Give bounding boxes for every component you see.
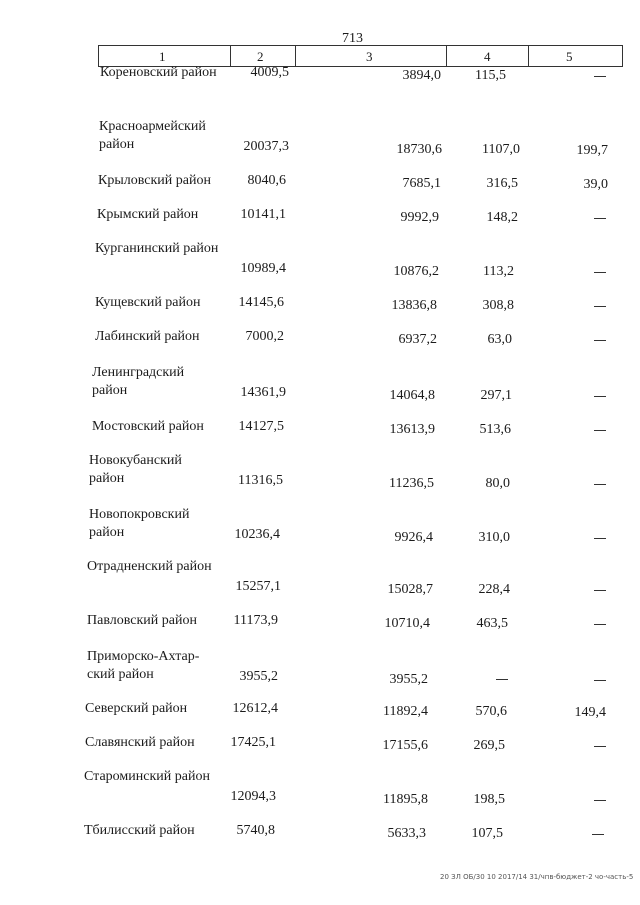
col-4-value: 297,1 (480, 388, 512, 403)
col-4-value: 113,2 (483, 264, 514, 279)
col-5-value: 39,0 (583, 177, 608, 192)
district-name: Ленинградский район (92, 365, 185, 398)
col-2-total: 3955,2 (239, 669, 278, 684)
col-2-total: 15257,1 (235, 579, 281, 594)
col-3-value: 15028,7 (387, 582, 433, 597)
col-2-total: 10141,1 (240, 207, 286, 222)
col-4-value: 198,5 (473, 792, 505, 807)
district-name: Мостовский район (92, 419, 204, 434)
col-5-value (594, 476, 606, 494)
col-2-total: 7000,2 (245, 329, 284, 344)
col-5-value (594, 332, 606, 350)
footer-stamp: 20 ЗЛ ОБ/30 10 2017/14 31/чпв-бюджет-2 чо-часть-5 (440, 873, 634, 881)
col-3-value: 3894,0 (402, 68, 441, 83)
col-2-total: 17425,1 (230, 735, 276, 750)
dash-mark (594, 76, 606, 77)
col-4-value: 1107,0 (482, 142, 520, 157)
dash-mark (594, 430, 606, 431)
col-3-value: 10710,4 (384, 616, 430, 631)
district-name: Павловский район (87, 613, 197, 628)
col-5-value (594, 616, 606, 634)
col-5-value (594, 672, 606, 690)
col-4-value: 570,6 (475, 704, 507, 719)
col-2-total: 11316,5 (238, 473, 283, 488)
dash-mark (496, 679, 508, 680)
header-divider (230, 45, 231, 67)
district-name: Крыловский район (98, 173, 211, 188)
dash-mark (594, 538, 606, 539)
district-name: Староминский район (84, 769, 210, 784)
col-3-value: 5633,3 (387, 826, 426, 841)
col-5-value (594, 68, 606, 86)
col-4-value: 107,5 (471, 826, 503, 841)
col-3-value: 9992,9 (400, 210, 439, 225)
col-4-value: 80,0 (485, 476, 510, 491)
header-col-2: 2 (257, 49, 264, 64)
col-5-value (594, 792, 606, 810)
district-name: Лабинский район (95, 329, 200, 344)
col-5-value (594, 530, 606, 548)
district-name: Крымский район (97, 207, 199, 222)
district-name: Новокубанский район (89, 453, 182, 486)
header-divider (528, 45, 529, 67)
col-2-total: 4009,5 (250, 65, 289, 80)
col-3-value: 3955,2 (389, 672, 428, 687)
header-col-3: 3 (366, 49, 373, 64)
col-4-value: 463,5 (476, 616, 508, 631)
col-4-value: 269,5 (473, 738, 505, 753)
col-5-value (594, 264, 606, 282)
dash-mark (594, 306, 606, 307)
col-4-value (496, 671, 508, 689)
col-2-total: 20037,3 (243, 139, 289, 154)
dash-mark (594, 218, 606, 219)
district-name: Отрадненский район (87, 559, 212, 574)
dash-mark (594, 272, 606, 273)
district-name: Северский район (85, 701, 188, 716)
dash-mark (594, 590, 606, 591)
col-3-value: 14064,8 (389, 388, 435, 403)
col-3-value: 17155,6 (382, 738, 428, 753)
col-3-value: 7685,1 (402, 176, 441, 191)
header-col-5: 5 (566, 49, 573, 64)
col-3-value: 13613,9 (389, 422, 435, 437)
col-4-value: 63,0 (487, 332, 512, 347)
col-5-value (592, 826, 604, 844)
page-number: 713 (342, 31, 363, 46)
dash-mark (592, 834, 604, 835)
col-2-total: 10236,4 (234, 527, 280, 542)
header-col-4: 4 (484, 49, 491, 64)
district-name: Кореновский район (100, 65, 217, 80)
col-2-total: 14145,6 (238, 295, 284, 310)
header-col-1: 1 (159, 49, 166, 64)
col-4-value: 513,6 (479, 422, 511, 437)
district-name: Кущевский район (95, 295, 201, 310)
dash-mark (594, 484, 606, 485)
header-divider (446, 45, 447, 67)
col-4-value: 228,4 (478, 582, 510, 597)
col-5-value: 199,7 (576, 143, 608, 158)
col-3-value: 13836,8 (391, 298, 437, 313)
col-3-value: 11895,8 (383, 792, 428, 807)
col-2-total: 12612,4 (232, 701, 278, 716)
district-name: Красноармейский район (99, 119, 206, 152)
col-3-value: 18730,6 (396, 142, 442, 157)
district-name: Курганинский район (95, 241, 219, 256)
col-3-value: 11236,5 (389, 476, 434, 491)
col-5-value (594, 422, 606, 440)
col-4-value: 310,0 (478, 530, 510, 545)
col-2-total: 14127,5 (238, 419, 284, 434)
col-2-total: 8040,6 (247, 173, 286, 188)
col-5-value (594, 738, 606, 756)
header-divider (295, 45, 296, 67)
col-4-value: 308,8 (482, 298, 514, 313)
col-2-total: 10989,4 (240, 261, 286, 276)
col-2-total: 12094,3 (230, 789, 276, 804)
col-2-total: 5740,8 (236, 823, 275, 838)
col-5-value (594, 210, 606, 228)
col-3-value: 10876,2 (393, 264, 439, 279)
col-5-value: 149,4 (574, 705, 606, 720)
district-name: Тбилисский район (84, 823, 195, 838)
dash-mark (594, 396, 606, 397)
col-3-value: 11892,4 (383, 704, 428, 719)
col-4-value: 115,5 (475, 68, 506, 83)
col-3-value: 6937,2 (398, 332, 437, 347)
col-5-value (594, 582, 606, 600)
col-4-value: 316,5 (486, 176, 518, 191)
col-2-total: 11173,9 (233, 613, 278, 628)
col-5-value (594, 298, 606, 316)
district-name: Славянский район (85, 735, 195, 750)
dash-mark (594, 746, 606, 747)
col-4-value: 148,2 (486, 210, 518, 225)
dash-mark (594, 624, 606, 625)
col-2-total: 14361,9 (240, 385, 286, 400)
col-3-value: 9926,4 (394, 530, 433, 545)
dash-mark (594, 340, 606, 341)
dash-mark (594, 800, 606, 801)
district-name: Приморско-Ахтар-ский район (87, 649, 200, 682)
dash-mark (594, 680, 606, 681)
col-5-value (594, 388, 606, 406)
district-name: Новопокровский район (89, 507, 190, 540)
